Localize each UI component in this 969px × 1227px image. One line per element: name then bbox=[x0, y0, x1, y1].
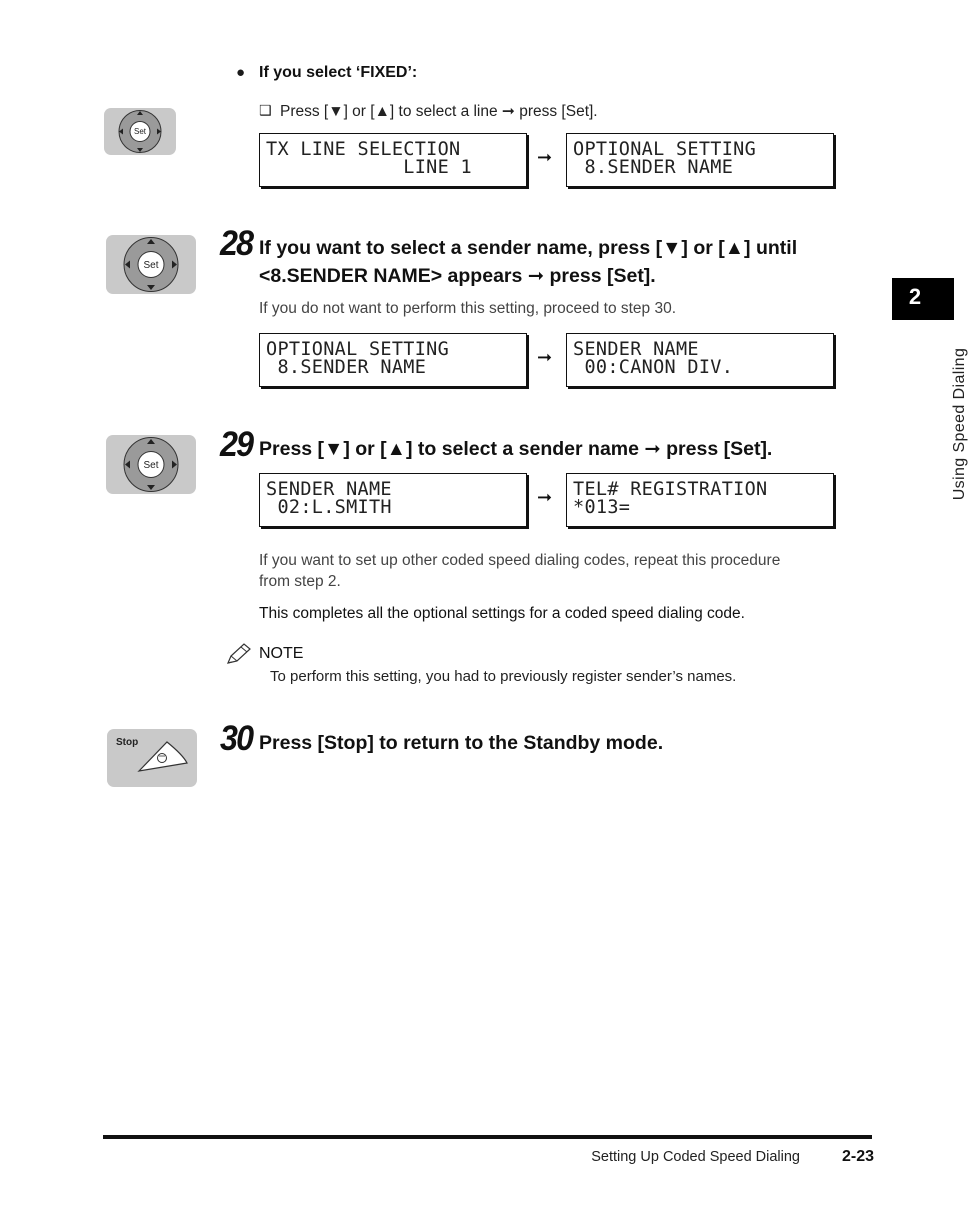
step-heading: Press [Stop] to return to the Standby mode. bbox=[259, 732, 664, 754]
step-heading: <8.SENDER NAME> appears ➞ press [Set]. bbox=[259, 265, 656, 287]
lcd-sender-name bbox=[566, 333, 834, 387]
set-key-label: Set bbox=[143, 260, 159, 271]
lcd-sender-name bbox=[259, 473, 527, 527]
arrow-icon: ➞ bbox=[537, 347, 553, 367]
chapter-number: 2 bbox=[908, 284, 922, 309]
completion-text: This completes all the optional settings for a coded speed dialing code. bbox=[259, 605, 745, 622]
arrow-icon: ➞ bbox=[537, 147, 553, 167]
set-key-label: Set bbox=[133, 127, 147, 136]
step-heading: Press [▼] or [▲] to select a sender name ➞ press [Set]. bbox=[259, 438, 773, 460]
lcd-line: SENDER NAME bbox=[266, 479, 392, 500]
lcd-line: 02:L.SMITH bbox=[266, 497, 392, 518]
checkbox-icon: ❑ bbox=[259, 102, 272, 118]
stop-key-icon bbox=[107, 729, 197, 787]
lcd-line: TEL# REGISTRATION bbox=[573, 479, 768, 500]
set-key-panel bbox=[106, 435, 196, 494]
repeat-instruction: from step 2. bbox=[259, 573, 341, 590]
chapter-tab bbox=[892, 278, 954, 320]
lcd-tx-line-selection bbox=[259, 133, 527, 187]
step-note: If you do not want to perform this setting, proceed to step 30. bbox=[259, 300, 677, 317]
fixed-heading: If you select ‘FIXED’: bbox=[259, 64, 418, 81]
lcd-line: OPTIONAL SETTING bbox=[573, 139, 757, 160]
arrow-icon: ➞ bbox=[537, 487, 553, 507]
repeat-instruction: If you want to set up other coded speed dialing codes, repeat this procedure bbox=[259, 552, 781, 569]
lcd-tel-registration bbox=[566, 473, 834, 527]
lcd-line: 00:CANON DIV. bbox=[573, 357, 734, 378]
lcd-optional-setting bbox=[259, 333, 527, 387]
step-heading: If you want to select a sender name, press [▼] or [▲] until bbox=[259, 237, 798, 259]
step-number: 30 bbox=[220, 719, 253, 758]
note-label: NOTE bbox=[259, 645, 304, 662]
step-number: 28 bbox=[220, 224, 253, 263]
pencil-icon bbox=[225, 642, 253, 671]
section-label: Using Speed Dialing bbox=[951, 347, 968, 501]
fixed-bullet: ● bbox=[236, 64, 246, 81]
set-key-panel bbox=[104, 108, 176, 155]
lcd-line: LINE 1 bbox=[266, 157, 472, 178]
step-number: 29 bbox=[220, 425, 253, 464]
page-number: 2-23 bbox=[841, 1148, 874, 1165]
set-key-icon bbox=[106, 235, 196, 294]
lcd-optional-setting bbox=[566, 133, 834, 187]
lcd-line: OPTIONAL SETTING bbox=[266, 339, 450, 360]
lcd-line: *013= bbox=[573, 497, 631, 518]
footer-rule bbox=[103, 1135, 872, 1139]
set-key-icon bbox=[106, 435, 196, 494]
lcd-line: SENDER NAME bbox=[573, 339, 699, 360]
fixed-instruction: Press [▼] or [▲] to select a line ➞ press [Set]. bbox=[280, 103, 598, 120]
set-key-label: Set bbox=[143, 460, 159, 471]
stop-key-panel bbox=[107, 729, 197, 787]
footer-title: Setting Up Coded Speed Dialing bbox=[591, 1149, 800, 1165]
note-text: To perform this setting, you had to previously register sender’s names. bbox=[270, 668, 737, 685]
lcd-line: 8.SENDER NAME bbox=[266, 357, 427, 378]
lcd-line: TX LINE SELECTION bbox=[266, 139, 461, 160]
set-key-icon bbox=[104, 108, 176, 155]
stop-key-label: Stop bbox=[116, 737, 139, 748]
lcd-line: 8.SENDER NAME bbox=[573, 157, 734, 178]
set-key-panel bbox=[106, 235, 196, 294]
